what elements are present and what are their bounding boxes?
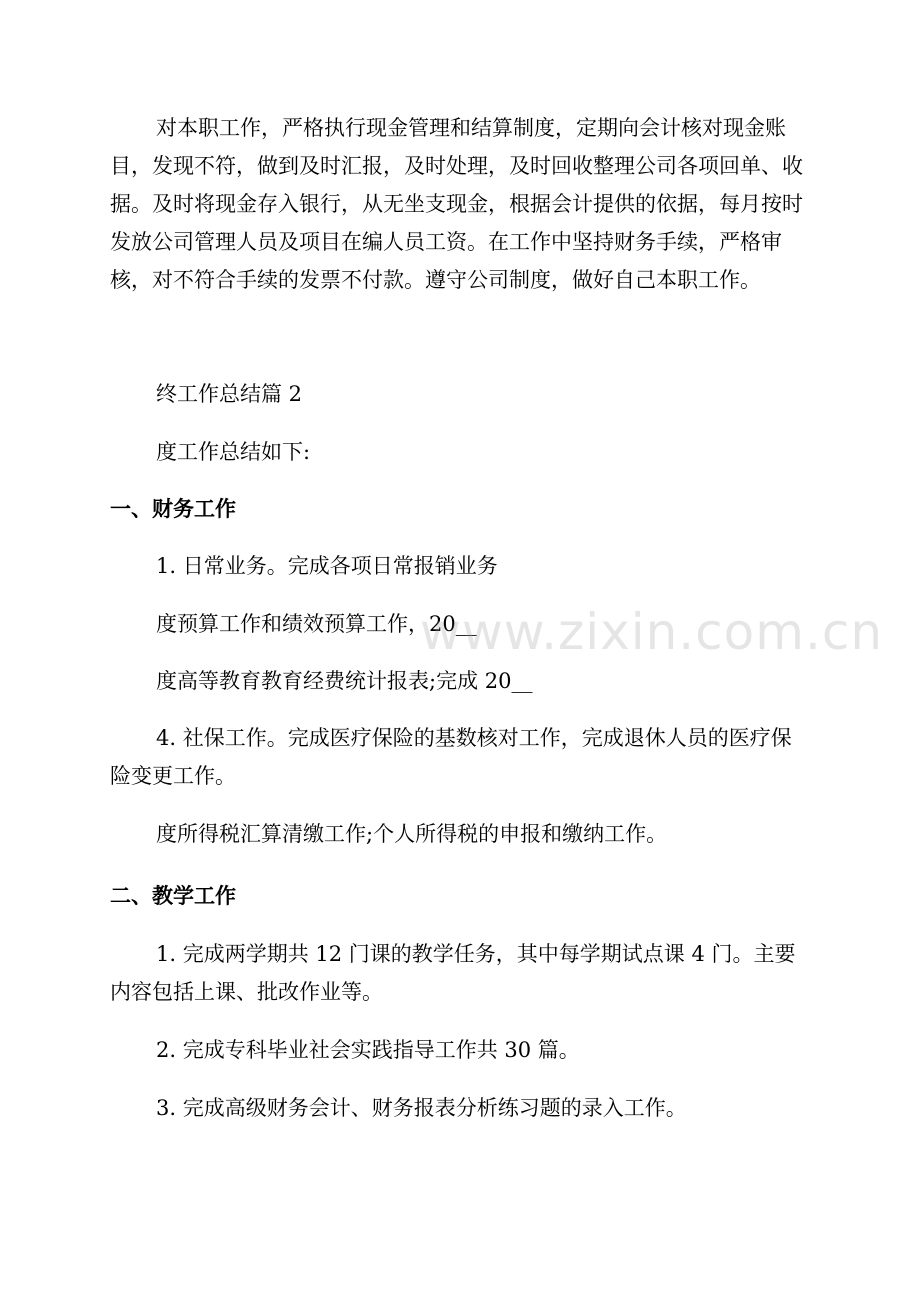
paragraph-education-report: 度高等教育教育经费统计报表;完成 20__ bbox=[156, 669, 533, 693]
section-heading-finance: 一、财务工作 bbox=[110, 497, 236, 521]
paragraph-summary-title: 终工作总结篇 2 bbox=[156, 382, 303, 406]
paragraph-practice-guidance: 2. 完成专科毕业社会实践指导工作共 30 篇。 bbox=[156, 1038, 580, 1062]
paragraph-courses: 1. 完成两学期共 12 门课的教学任务，其中每学期试点课 4 门。主要内容包括上课、批改作业等。 bbox=[110, 942, 796, 1004]
section-heading-teaching: 二、教学工作 bbox=[110, 884, 236, 908]
watermark-text: www.zixin.com.cn bbox=[420, 603, 884, 661]
paragraph-daily-business: 1. 日常业务。完成各项日常报销业务 bbox=[156, 554, 498, 578]
paragraph-budget-work: 度预算工作和绩效预算工作，20__ bbox=[156, 612, 477, 636]
paragraph-summary-intro: 度工作总结如下: bbox=[156, 440, 311, 464]
paragraph-social-security: 4. 社保工作。完成医疗保险的基数核对工作，完成退休人员的医疗保险变更工作。 bbox=[110, 726, 792, 788]
paragraph-cash-management: 对本职工作，严格执行现金管理和结算制度，定期向会计核对现金账目，发现不符，做到及时汇报，及时处理，及时回收整理公司各项回单、收据。及时将现金存入银行，从无坐支现金，根据会计提供的依据，每月按时发放公司管理人员及项目在编人员工资。在工作中坚持财务手续，严格审核，对不符合手续的发票不付款。遵守公司制度，做好自己本职工作。 bbox=[110, 116, 803, 292]
paragraph-exercise-entry: 3. 完成高级财务会计、财务报表分析练习题的录入工作。 bbox=[156, 1096, 687, 1120]
paragraph-income-tax: 度所得税汇算清缴工作;个人所得税的申报和缴纳工作。 bbox=[156, 822, 668, 846]
